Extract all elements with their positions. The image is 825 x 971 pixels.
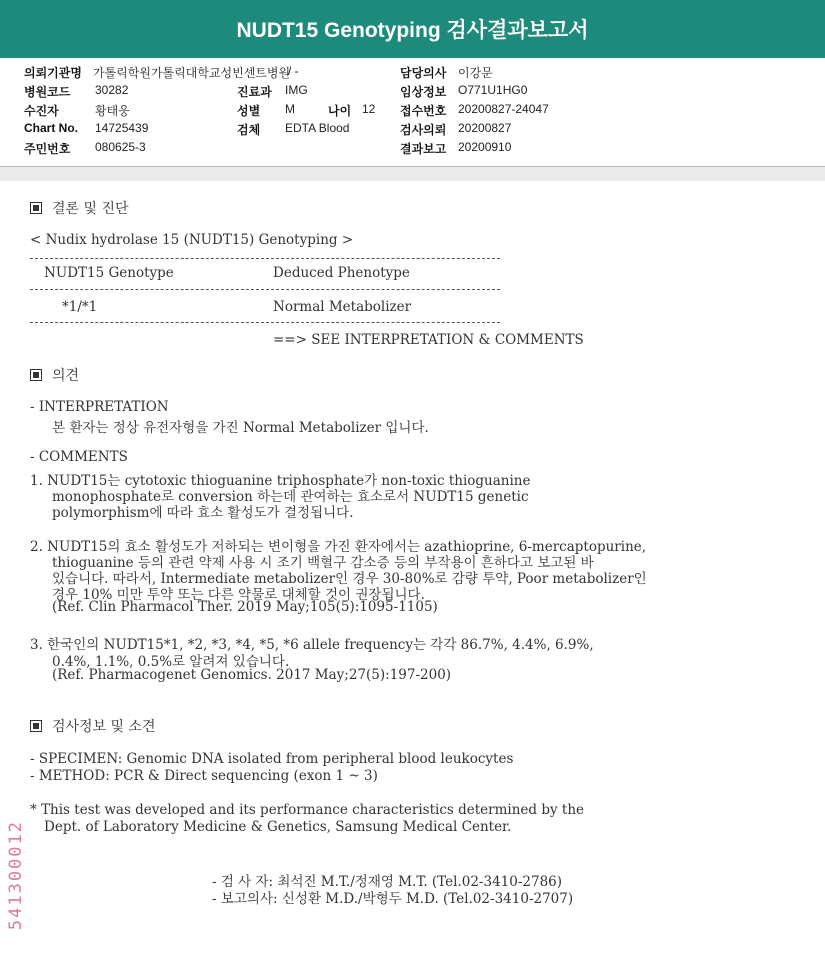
comment-1-line: monophosphate로 conversion 하는데 관여하는 효소로서 NUDT15 genetic (52, 489, 529, 505)
clinical-label: 임상정보 (400, 85, 447, 99)
hospital-code-value: 30282 (95, 83, 129, 97)
comment-1-line: 1. NUDT15는 cytotoxic thioguanine triphosphate가 non-toxic thioguanine (30, 473, 531, 489)
method-info: - METHOD: PCR & Direct sequencing (exon 1 ~ 3) (30, 768, 378, 784)
request-value: 20200827 (458, 121, 512, 135)
comment-2-line: 경우 10% 미만 투약 또는 다른 약물로 대체할 것이 권장됩니다. (52, 587, 425, 603)
reporter-line: - 보고의사: 신성환 M.D./박형두 M.D. (Tel.02-3410-2707) (212, 891, 574, 907)
hospital-code-label: 병원코드 (24, 85, 71, 99)
divider-line (30, 289, 500, 290)
col-genotype-header: NUDT15 Genotype (44, 265, 174, 281)
section-opinion-heading: 의견 (30, 365, 79, 385)
institution-value: 가톨릭학원가톨릭대학교성빈센트병원 (93, 66, 291, 80)
checkbox-square-icon (30, 369, 42, 381)
resident-label: 주민번호 (24, 142, 71, 156)
attending-label: 담당의사 (400, 66, 447, 80)
genotyping-subtitle: < Nudix hydrolase 15 (NUDT15) Genotyping > (30, 232, 354, 248)
interpretation-text: 본 환자는 정상 유전자형을 가진 Normal Metabolizer 입니다. (52, 420, 429, 436)
recipient-value: 황태웅 (95, 104, 130, 118)
comment-1-line: polymorphism에 따라 효소 활성도가 결정됩니다. (52, 505, 354, 521)
specimen-info: - SPECIMEN: Genomic DNA isolated from peripheral blood leukocytes (30, 751, 514, 767)
specimen-value: EDTA Blood (285, 121, 350, 135)
sex-value: M (285, 102, 295, 116)
divider-line (30, 258, 500, 259)
section-test-info-heading: 검사정보 및 소견 (30, 716, 156, 736)
resident-value: 080625-3 (95, 140, 146, 154)
col-phenotype-header: Deduced Phenotype (273, 265, 410, 281)
checkbox-square-icon (30, 202, 42, 214)
divider-line (30, 322, 500, 323)
attending-value: 이강문 (458, 66, 493, 80)
chart-value: 14725439 (95, 121, 149, 135)
comment-3-line: 3. 한국인의 NUDT15*1, *2, *3, *4, *5, *6 allele frequency는 각각 86.7%, 4.4%, 6.9%, (30, 637, 594, 653)
comments-title: - COMMENTS (30, 449, 128, 465)
header-divider (0, 167, 825, 181)
recipient-label: 수진자 (24, 104, 59, 118)
report-label: 결과보고 (400, 142, 447, 156)
report-value: 20200910 (458, 140, 512, 154)
section-conclusion-heading: 결론 및 진단 (30, 198, 129, 218)
comment-2-reference: (Ref. Clin Pharmacol Ther. 2019 May;105(5):1095-1105) (52, 599, 438, 615)
comment-2-line: 있습니다. 따라서, Intermediate metabolizer인 경우 30-80%로 감량 투약, Poor metabolizer인 (52, 571, 647, 587)
comment-2-line: thioguanine 등의 관련 약제 사용 시 조기 백혈구 감소증 등의 부작용이 흔하다고 보고된 바 (52, 555, 594, 571)
age-value: 12 (362, 102, 376, 116)
request-label: 검사의뢰 (400, 123, 447, 137)
age-label: 나이 (328, 104, 352, 118)
report-title: NUDT15 Genotyping 검사결과보고서 (0, 0, 825, 60)
comment-3-reference: (Ref. Pharmacogenet Genomics. 2017 May;27(5):197-200) (52, 667, 452, 683)
examiner-line: - 검 사 자: 최석진 M.T./정재영 M.T. (Tel.02-3410-2786) (212, 874, 563, 890)
phenotype-value: Normal Metabolizer (273, 299, 412, 315)
report-serial-stamp: 541300012 (6, 820, 26, 931)
genotype-value: *1/*1 (62, 299, 98, 315)
institution-suffix: / - (288, 64, 299, 78)
department-value: IMG (285, 83, 308, 97)
disclaimer-line: * This test was developed and its performance characteristics determined by the (30, 802, 585, 818)
see-interpretation-note: ==> SEE INTERPRETATION & COMMENTS (273, 332, 584, 348)
clinical-value: O771U1HG0 (458, 83, 528, 97)
report-body (0, 181, 825, 971)
interpretation-title: - INTERPRETATION (30, 399, 169, 415)
sex-label: 성별 (237, 104, 261, 118)
specimen-label: 검체 (237, 123, 261, 137)
institution-label: 의뢰기관명 (24, 66, 82, 80)
patient-info-header (0, 58, 825, 167)
department-label: 진료과 (237, 85, 272, 99)
receipt-label: 접수번호 (400, 104, 447, 118)
receipt-value: 20200827-24047 (458, 102, 549, 116)
comment-3-line: 0.4%, 1.1%, 0.5%로 알려져 있습니다. (52, 654, 290, 670)
chart-label: Chart No. (24, 121, 78, 135)
checkbox-square-icon (30, 720, 42, 732)
comment-2-line: 2. NUDT15의 효소 활성도가 저하되는 변이형을 가진 환자에서는 azathioprine, 6-mercaptopurine, (30, 539, 647, 555)
disclaimer-line: Dept. of Laboratory Medicine & Genetics, Samsung Medical Center. (44, 819, 512, 835)
